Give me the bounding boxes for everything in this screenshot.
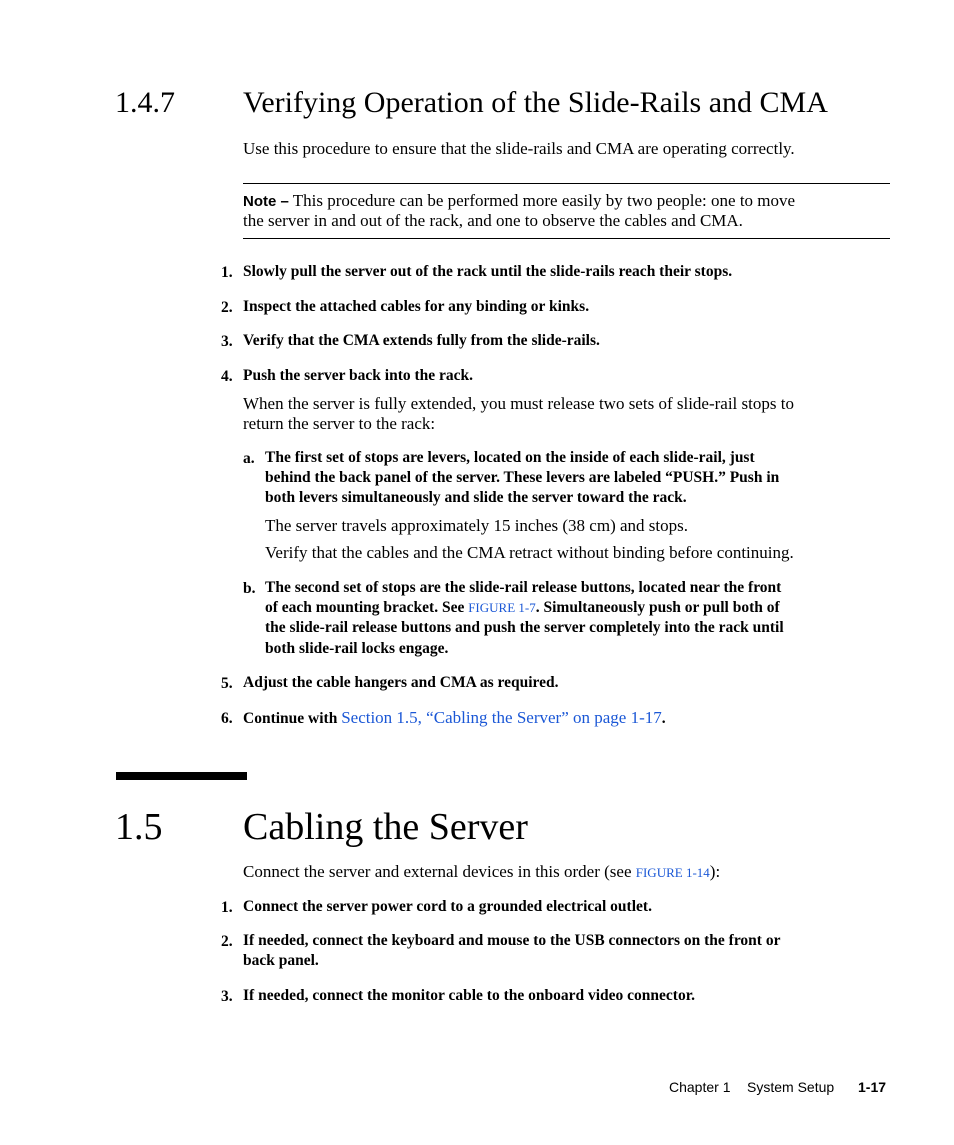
chapter-section-bar — [116, 772, 247, 780]
figure-link[interactable]: FIGURE 1-14 — [635, 865, 710, 880]
section-intro — [243, 862, 720, 883]
note-text-1: This procedure can be performed more easily by two people: one to move — [292, 191, 796, 210]
step-text: Verify that the CMA extends fully from the slide-rails. — [243, 332, 600, 349]
substep-a-line-2: behind the back panel of the server. These levers are labeled “PUSH.” Push in — [265, 469, 780, 486]
step-number: 3. — [221, 333, 233, 350]
step-number: 1. — [221, 264, 233, 281]
step-number: 2. — [221, 299, 233, 316]
step-text — [243, 708, 666, 729]
substep-a-line-3: both levers simultaneously and slide the server toward the rack. — [265, 489, 687, 506]
step-text: Connect the server power cord to a grounded electrical outlet. — [243, 898, 652, 915]
footer-section: System Setup — [747, 1079, 835, 1095]
note-bottom-rule — [243, 238, 890, 239]
intro-post: ): — [709, 862, 721, 881]
step-text: Slowly pull the server out of the rack until the slide-rails reach their stops. — [243, 263, 733, 280]
substep-a-line-1: The first set of stops are levers, located on the inside of each slide-rail, just — [265, 449, 755, 466]
step-text: Push the server back into the rack. — [243, 367, 474, 384]
step-text: Inspect the attached cables for any binding or kinks. — [243, 298, 590, 315]
substep-a-body-1: The server travels approximately 15 inches (38 cm) and stops. — [265, 516, 688, 535]
substep-b-line-2-post: . Simultaneously push or pull both of — [535, 599, 780, 616]
step4-body-line-2: return the server to the rack: — [243, 414, 436, 433]
substep-b-line-3: the slide-rail release buttons and push the server completely into the rack until — [265, 619, 784, 636]
substep-b-line-2 — [265, 598, 780, 618]
substep-b-line-1: The second set of stops are the slide-rail release buttons, located near the front — [265, 579, 782, 596]
step6-end: . — [661, 710, 666, 727]
step-number: 3. — [221, 988, 233, 1005]
step-text: Adjust the cable hangers and CMA as required. — [243, 674, 559, 691]
note-label: Note – — [243, 193, 289, 210]
step-number: 4. — [221, 368, 233, 385]
step6-text: Continue with — [243, 710, 342, 727]
step4-body-line-1: When the server is fully extended, you must release two sets of slide-rail stops to — [243, 394, 794, 413]
substep-b-line-4: both slide-rail locks engage. — [265, 640, 449, 657]
section-title: Verifying Operation of the Slide-Rails and CMA — [243, 86, 828, 119]
note-line-1 — [243, 191, 795, 212]
step-number: 2. — [221, 933, 233, 950]
section-intro: Use this procedure to ensure that the slide-rails and CMA are operating correctly. — [243, 139, 795, 158]
substep-label: a. — [243, 450, 255, 467]
step-number: 5. — [221, 675, 233, 692]
step-text-line-1: If needed, connect the keyboard and mouse to the USB connectors on the front or — [243, 932, 781, 949]
substep-a-body-2: Verify that the cables and the CMA retract without binding before continuing. — [265, 543, 794, 562]
step-number: 1. — [221, 899, 233, 916]
section-title: Cabling the Server — [243, 806, 528, 848]
substep-b-line-2-pre: of each mounting bracket. See — [265, 599, 469, 616]
section-number: 1.4.7 — [115, 86, 175, 119]
substep-label: b. — [243, 580, 256, 597]
intro-pre: Connect the server and external devices in this order (see — [243, 862, 636, 881]
step-text: If needed, connect the monitor cable to the onboard video connector. — [243, 987, 696, 1004]
section-number: 1.5 — [115, 806, 163, 848]
step-number: 6. — [221, 710, 233, 727]
step-text-line-2: back panel. — [243, 952, 319, 969]
section-link[interactable]: Section 1.5, “Cabling the Server” on page 1-17 — [341, 708, 662, 727]
footer-chapter: Chapter 1 — [669, 1079, 731, 1095]
page-number: 1-17 — [858, 1079, 887, 1095]
note-text-2: the server in and out of the rack, and one to observe the cables and CMA. — [243, 211, 743, 230]
figure-link[interactable]: FIGURE 1-7 — [468, 600, 536, 615]
note-top-rule — [243, 183, 890, 184]
